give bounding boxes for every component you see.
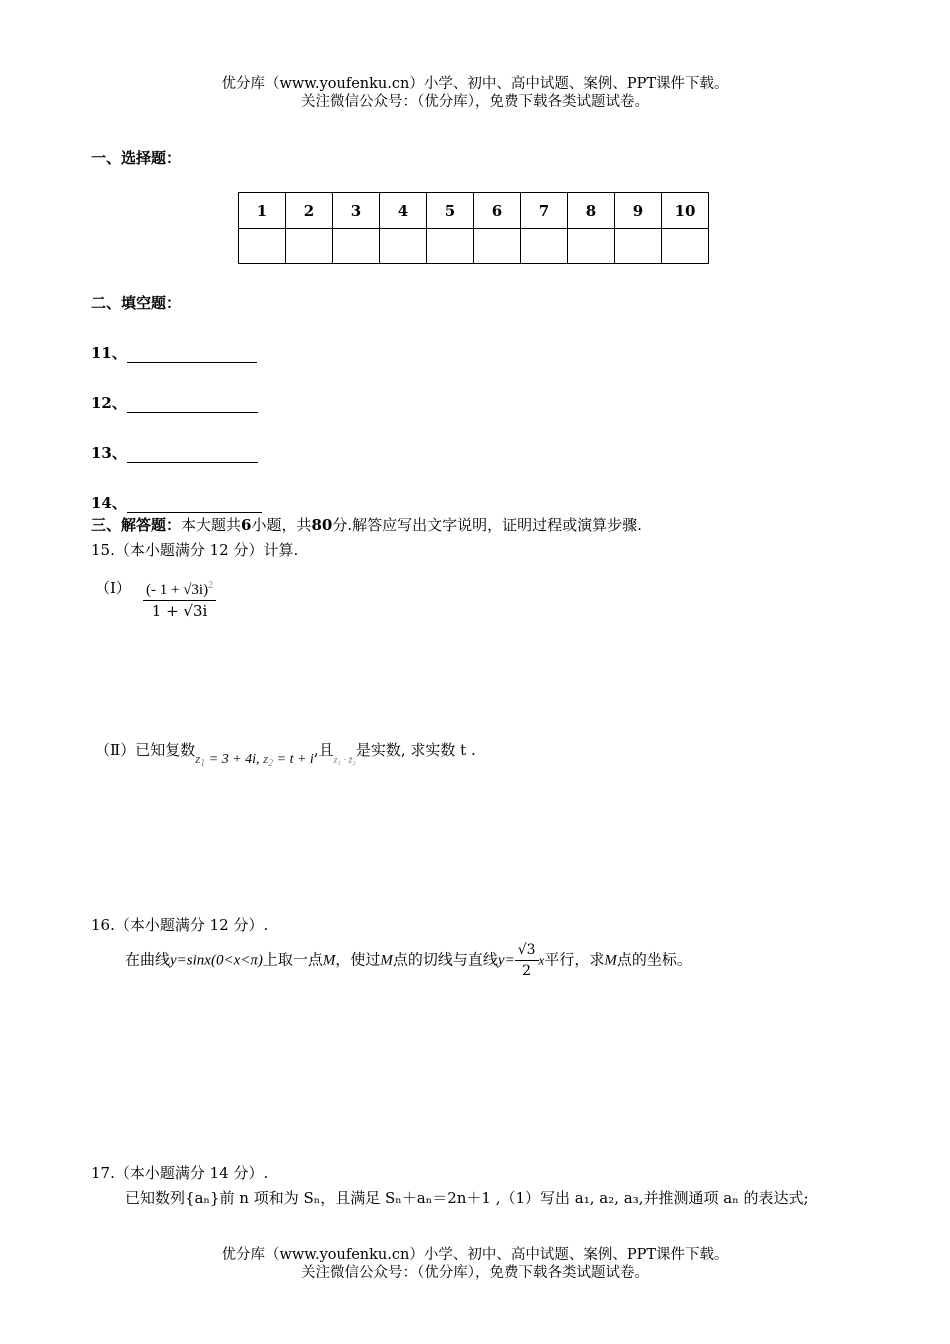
q16-body <box>125 940 692 981</box>
q15-part1-numerator <box>143 576 216 601</box>
footer-line-2: 关注微信公众号：（优分库），免费下载各类试题试卷。 <box>301 1265 649 1281</box>
section-3-label: 三、解答题： <box>91 516 182 534</box>
answer-number-2: 2 <box>286 193 333 229</box>
blank-12-label: 12、 <box>91 394 127 412</box>
q15-part1-numerator-text: (- 1 + √3i) <box>146 582 209 598</box>
q16-text-e: 平行，求 <box>544 950 605 969</box>
answer-number-3: 3 <box>333 193 380 229</box>
blank-14-label: 14、 <box>91 494 127 512</box>
q16-text-d: 点的切线与直线 <box>392 950 498 969</box>
q16-fraction <box>515 940 539 981</box>
q16-text-f: 点的坐标。 <box>616 950 692 969</box>
section-3-text-b: 小题，共 <box>251 516 312 534</box>
answer-cell-1[interactable] <box>239 229 286 264</box>
q15-part2-z1-letter: z <box>195 751 201 766</box>
blank-13-line[interactable] <box>127 448 258 463</box>
answer-number-4: 4 <box>380 193 427 229</box>
answer-number-10: 10 <box>662 193 709 229</box>
answer-number-8: 8 <box>568 193 615 229</box>
q16-title: 16.（本小题满分 12 分）. <box>91 916 269 934</box>
answer-cell-5[interactable] <box>427 229 474 264</box>
blank-11-line[interactable] <box>127 348 257 363</box>
q15-part2-tail: 是实数, 求实数 t . <box>355 741 476 759</box>
section-3-score: 80 <box>311 516 333 534</box>
answer-table-answer-row <box>239 229 709 264</box>
q15-part2-product: z₁ · z̄₂ <box>333 755 356 766</box>
q15-part2-z1 <box>195 751 206 769</box>
q16-frac-den: 2 <box>522 963 532 979</box>
q15-part1-expression <box>143 576 216 621</box>
q16-point-2: M <box>380 952 393 969</box>
q15-part1-denominator: 1 + √3i <box>151 602 208 620</box>
answer-number-5: 5 <box>427 193 474 229</box>
q15-part1-exponent: 2 <box>208 580 214 591</box>
q15-part1-fraction <box>143 576 216 621</box>
blank-13 <box>91 442 258 463</box>
q15-part2-eq1: = 3 + 4i, <box>205 752 264 767</box>
q16-curve: y=sinx(0<x<π) <box>170 952 263 969</box>
q15-part2-and: ,且 <box>313 741 334 759</box>
q16-text-a: 在曲线 <box>125 950 171 969</box>
answer-cell-6[interactable] <box>474 229 521 264</box>
answer-cell-2[interactable] <box>286 229 333 264</box>
blank-14-line[interactable] <box>127 498 262 513</box>
section-1-title: 一、选择题： <box>91 149 182 167</box>
header-line-2: 关注微信公众号：（优分库），免费下载各类试题试卷。 <box>301 94 649 110</box>
q16-text-b: 上取一点 <box>262 950 323 969</box>
blank-12 <box>91 392 258 413</box>
q15-part2-eq2: = t + i <box>273 752 314 767</box>
answer-table <box>238 192 709 264</box>
blank-11 <box>91 342 257 363</box>
answer-cell-10[interactable] <box>662 229 709 264</box>
answer-number-9: 9 <box>615 193 662 229</box>
blank-14 <box>91 492 262 513</box>
section-3-text-c: 分.解答应写出文字说明，证明过程或演算步骤. <box>332 516 642 534</box>
answer-number-6: 6 <box>474 193 521 229</box>
blank-12-line[interactable] <box>127 398 258 413</box>
header-line-1: 优分库（www.youfenku.cn）小学、初中、高中试题、案例、PPT课件下载。 <box>221 76 729 92</box>
q15-part2-z2-sub: 2 <box>268 758 274 769</box>
q16-point-1: M <box>322 952 336 969</box>
q16-line-x: x <box>538 952 545 968</box>
q16-line-y: y= <box>497 952 515 969</box>
answer-table-header-row <box>239 193 709 229</box>
answer-number-1: 1 <box>239 193 286 229</box>
q15-part2-label: （Ⅱ）已知复数 <box>95 741 196 759</box>
q15-part1-label: （Ⅰ） <box>95 579 131 597</box>
section-2-title: 二、填空题： <box>91 294 182 312</box>
blank-11-label: 11、 <box>91 344 127 362</box>
answer-number-7: 7 <box>521 193 568 229</box>
answer-cell-8[interactable] <box>568 229 615 264</box>
footer-line-1: 优分库（www.youfenku.cn）小学、初中、高中试题、案例、PPT课件下载。 <box>221 1247 729 1263</box>
q15-part2-z2-letter: z <box>263 751 269 766</box>
blank-13-label: 13、 <box>91 444 127 462</box>
q15-part2-z2 <box>263 751 274 769</box>
section-3-text-a: 本大题共 <box>181 516 242 534</box>
q16-text-c: ，使过 <box>335 950 381 969</box>
section-3-intro <box>91 515 642 535</box>
answer-cell-3[interactable] <box>333 229 380 264</box>
q17-title: 17.（本小题满分 14 分）. <box>91 1164 269 1182</box>
answer-cell-7[interactable] <box>521 229 568 264</box>
answer-cell-9[interactable] <box>615 229 662 264</box>
q17-body: 已知数列{aₙ}前 n 项和为 Sₙ，且满足 Sₙ＋aₙ＝2n＋1 ,（1）写出 a₁, a₂, a₃,并推测通项 aₙ 的表达式; <box>125 1189 809 1207</box>
q15-part2 <box>95 740 476 769</box>
q16-frac-num: √3 <box>515 940 539 961</box>
answer-cell-4[interactable] <box>380 229 427 264</box>
q15-part2-z1-sub: 1 <box>200 758 206 769</box>
section-3-count: 6 <box>241 516 252 534</box>
q16-point-3: M <box>604 952 617 969</box>
q15-title: 15.（本小题满分 12 分）计算. <box>91 541 299 559</box>
